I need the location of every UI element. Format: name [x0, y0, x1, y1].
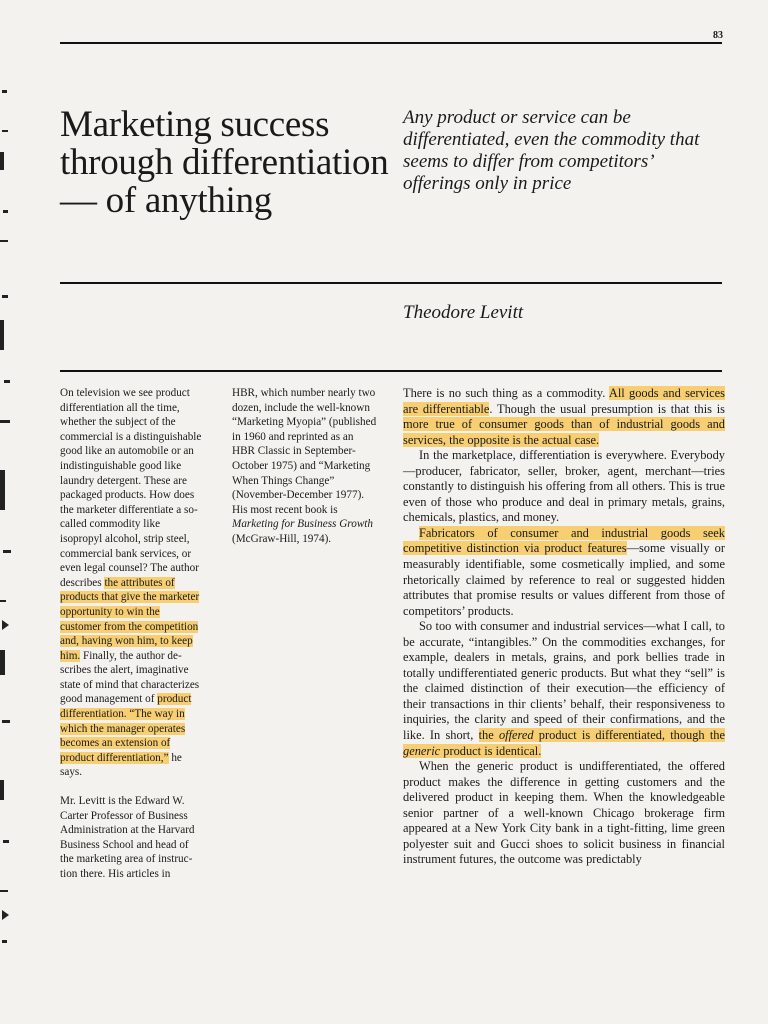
highlighted-text: Fabricators of consumer and industrial goods seek competitive distinction via product features [403, 525, 725, 556]
highlighted-text: more true of consumer goods than of industrial goods and services, the opposite is the actual case. [403, 417, 725, 447]
body-text: . Though the usual presumption is that this is [489, 401, 726, 416]
highlighted-text: All goods and services are differentiable [403, 386, 725, 416]
byline-rule [60, 370, 722, 372]
article-deck: Any product or service can be differentiated, even the commodity that seems to differ from competitors’ offerings only in price [403, 107, 700, 194]
scan-edge-marks [0, 90, 28, 990]
summary-paragraph [60, 386, 202, 780]
body-text: So too with consumer and industrial services—what I call, to be accurate, “intangibles.” On the commodities exchanges, for example, dealers in metals, grains, and pork bellies trade in totally undifferentiated generic products. But what they “sell” is the claimed distinction of their execution—the efficiency of their transactions in thir clients’ behalf, their responsiveness to inquiries, the clarity and speed of their confirmations, and the like. In short, [403, 619, 725, 743]
summary-column [60, 386, 202, 882]
bio-text: HBR, which number nearly two dozen, include the well-known “Marketing Myopia” (published in 1960 and reprinted as an HBR Classic in September-October 1975) and “Marketing When Things Change” (November-December 1977). His most recent book is [232, 387, 377, 516]
highlight-segment: the [478, 728, 499, 743]
top-rule [60, 42, 722, 44]
highlighted-text: product differentiation. “The way in which the manager operates becomes an extension of product differentiation,” [60, 693, 192, 764]
summary-text: On television we see product differentiation all the time, whether the subject of the commercial is a distinguishable good like an automobile or an indistinguishable good like laundry detergent. These are packaged products. How does the marketer differentiate a so-called commodity like isopropyl alcohol, strip steel, commercial bank services, or even legal counsel? The author describes [60, 387, 202, 589]
book-title: Marketing for Business Growth [232, 518, 373, 531]
body-paragraph-5: When the generic product is undifferentiated, the offered product makes the difference in getting customers and the delivered product in keeping them. When the knowledgeable senior partner of a well-known Chicago brokerage firm appeared at a New York City bank in a tight-fitting, lime green polyester suit and Gucci shoes to solicit business in financial instrument futures, the outcome was predictably [403, 759, 725, 867]
body-text: There is no such thing as a commodity. [403, 386, 609, 400]
author-byline: Theodore Levitt [403, 302, 524, 323]
highlight-segment: product is differentiated, though the [533, 728, 725, 743]
body-paragraph-1 [403, 386, 725, 448]
italic-term: offered [498, 728, 534, 743]
body-text: —some visually or measurably identifiable, some cosmetically implied, and some rhetorically claimed by reference to real or suggested hidden attributes that promise results or values different from those of competitors’ products. [403, 541, 725, 618]
bio-continued [232, 386, 377, 547]
summary-text: Finally, the author describes the alert, imaginative state of mind that characterizes good management of [60, 649, 200, 706]
title-rule [60, 282, 722, 284]
author-bio: Mr. Levitt is the Edward W. Carter Professor of Business Administration at the Harvard Business School and head of the marketing area of instruction there. His articles in [60, 795, 195, 880]
body-paragraph-2: In the marketplace, differentiation is everywhere. Everybody—producer, fabricator, seller, broker, agent, merchant—tries constantly to distinguish his offering from all others. This is true even of those who produce and deal in primary metals, grains, chemicals, plastics, and money. [403, 448, 725, 525]
body-paragraph-3 [403, 526, 725, 619]
body-column [403, 386, 725, 868]
highlight-segment: product is identical. [440, 743, 542, 758]
highlighted-text: the attributes of products that give the marketer opportunity to win the customer from the competition and, having won him, to keep him. [60, 576, 200, 662]
body-paragraph-4 [403, 619, 725, 759]
italic-term: generic [403, 743, 441, 758]
bio-column [232, 386, 377, 547]
summary-text: he says. [60, 751, 182, 779]
article-title: Marketing success through differentiation— of anything [60, 104, 389, 221]
bio-text: (McGraw-Hill, 1974). [232, 532, 332, 545]
page-number: 83 [713, 30, 723, 41]
